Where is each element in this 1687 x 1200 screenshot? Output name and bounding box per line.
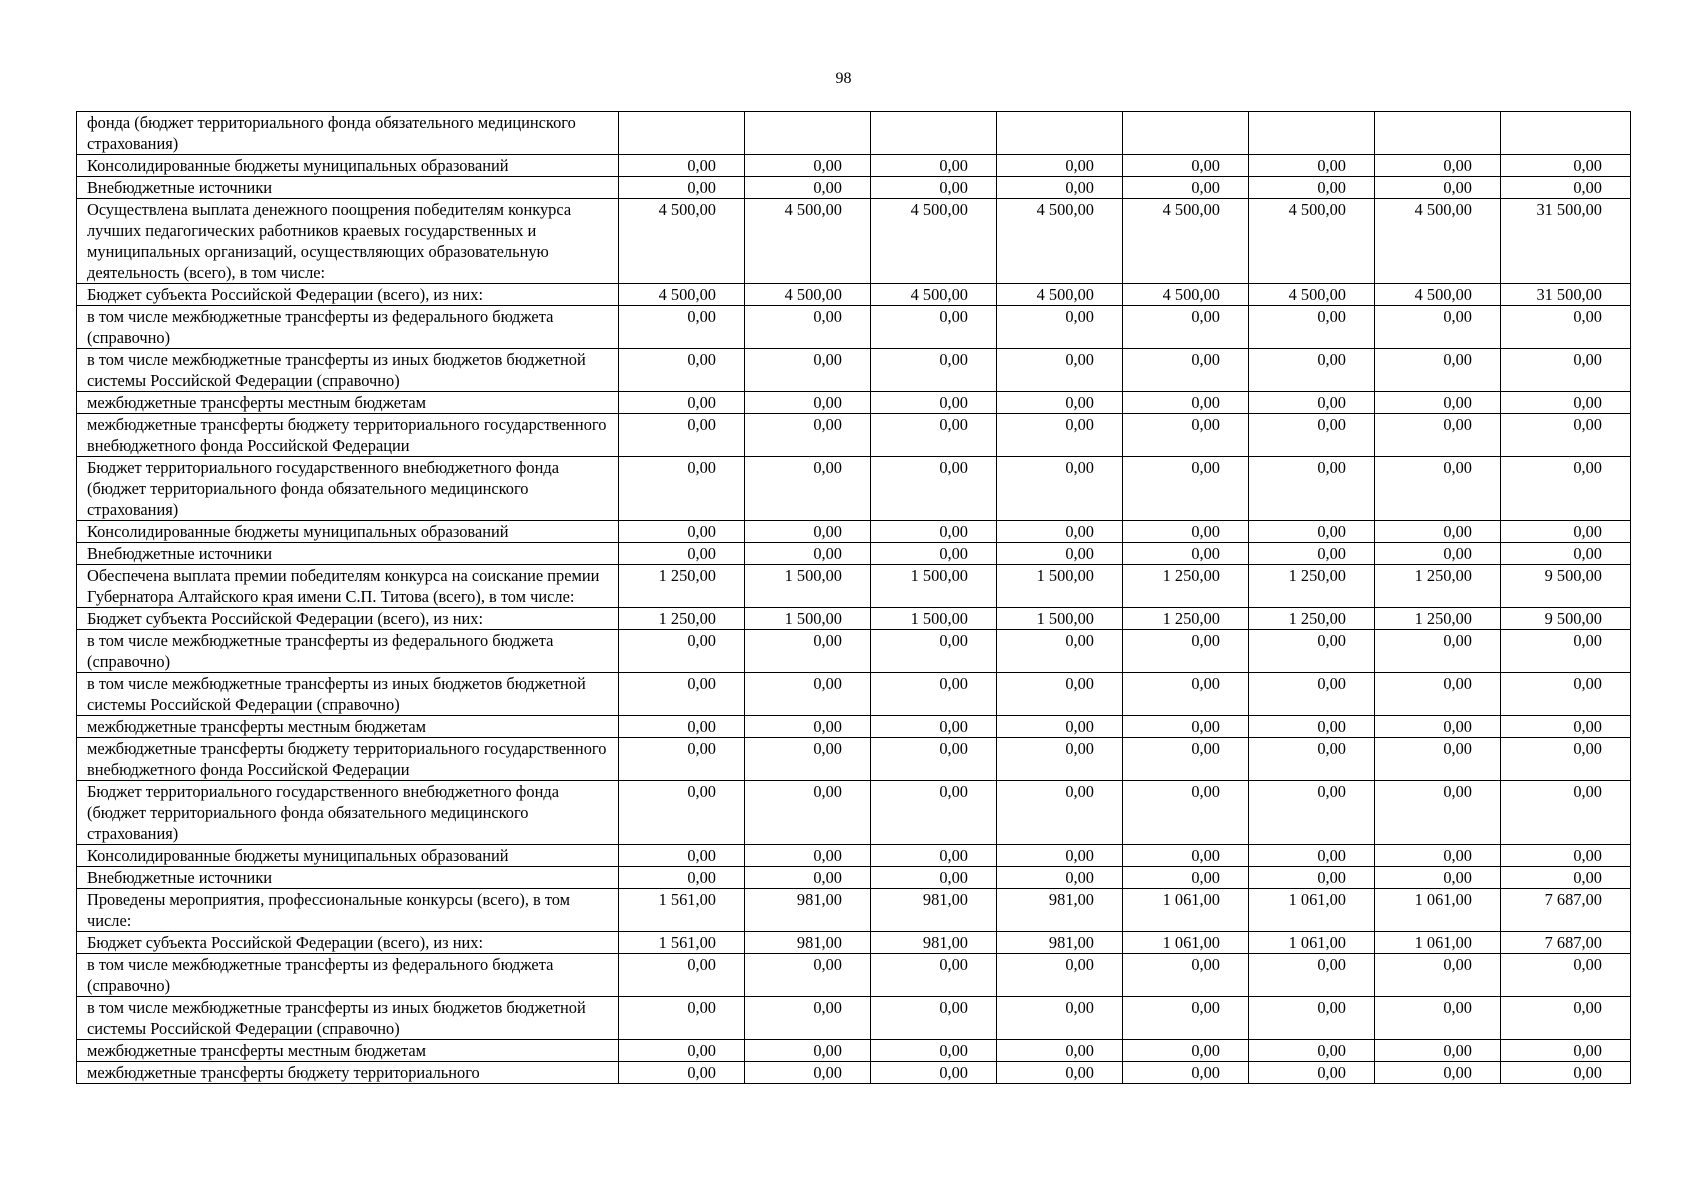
year-value-cell: 0,00 <box>1375 867 1501 889</box>
year-value-cell: 4 500,00 <box>1123 199 1249 284</box>
table-row <box>77 845 1631 867</box>
year-value-cell: 0,00 <box>1123 738 1249 781</box>
total-cell: 0,00 <box>1501 997 1631 1040</box>
row-label: в том числе межбюджетные трансферты из иных бюджетов бюджетной системы Российской Федерации (справочно) <box>77 997 619 1040</box>
year-value-cell: 0,00 <box>997 457 1123 521</box>
year-value-cell: 1 061,00 <box>1249 932 1375 954</box>
year-value-cell: 0,00 <box>619 630 745 673</box>
total-cell: 0,00 <box>1501 781 1631 845</box>
year-value-cell: 0,00 <box>1123 521 1249 543</box>
row-label: межбюджетные трансферты местным бюджетам <box>77 392 619 414</box>
year-value-cell: 0,00 <box>1375 457 1501 521</box>
year-value-cell: 0,00 <box>1375 306 1501 349</box>
year-value-cell: 0,00 <box>997 738 1123 781</box>
year-value-cell: 0,00 <box>745 521 871 543</box>
year-value-cell: 0,00 <box>1123 716 1249 738</box>
year-value-cell: 0,00 <box>1375 954 1501 997</box>
year-value-cell <box>1249 112 1375 155</box>
row-label: Бюджет субъекта Российской Федерации (всего), из них: <box>77 284 619 306</box>
year-value-cell: 0,00 <box>997 543 1123 565</box>
total-cell: 0,00 <box>1501 177 1631 199</box>
year-value-cell: 4 500,00 <box>1375 284 1501 306</box>
year-value-cell: 0,00 <box>871 1040 997 1062</box>
year-value-cell: 4 500,00 <box>997 284 1123 306</box>
table-row <box>77 716 1631 738</box>
year-value-cell: 0,00 <box>745 845 871 867</box>
year-value-cell: 0,00 <box>997 349 1123 392</box>
year-value-cell: 0,00 <box>1249 1062 1375 1084</box>
year-value-cell: 0,00 <box>745 867 871 889</box>
budget-table-body <box>77 112 1631 1084</box>
table-row <box>77 521 1631 543</box>
year-value-cell: 981,00 <box>745 932 871 954</box>
year-value-cell: 0,00 <box>745 716 871 738</box>
year-value-cell: 0,00 <box>871 954 997 997</box>
year-value-cell: 0,00 <box>1123 845 1249 867</box>
total-cell: 0,00 <box>1501 1062 1631 1084</box>
row-label: Консолидированные бюджеты муниципальных образований <box>77 845 619 867</box>
table-row <box>77 673 1631 716</box>
table-row <box>77 199 1631 284</box>
year-value-cell: 0,00 <box>1123 155 1249 177</box>
table-row <box>77 608 1631 630</box>
year-value-cell: 0,00 <box>619 414 745 457</box>
year-value-cell: 1 500,00 <box>997 608 1123 630</box>
row-label: Осуществлена выплата денежного поощрения победителям конкурса лучших педагогических работников краевых государственных и муниципальных организаций, осуществляющих образовательную деятельность (всего), в том числе: <box>77 199 619 284</box>
year-value-cell: 0,00 <box>745 954 871 997</box>
year-value-cell: 981,00 <box>871 932 997 954</box>
year-value-cell: 0,00 <box>1249 543 1375 565</box>
table-row <box>77 781 1631 845</box>
year-value-cell: 4 500,00 <box>619 199 745 284</box>
year-value-cell: 0,00 <box>1249 392 1375 414</box>
year-value-cell: 0,00 <box>997 630 1123 673</box>
year-value-cell: 0,00 <box>619 716 745 738</box>
year-value-cell: 0,00 <box>619 867 745 889</box>
total-cell: 0,00 <box>1501 845 1631 867</box>
year-value-cell: 0,00 <box>1249 177 1375 199</box>
year-value-cell: 0,00 <box>745 1062 871 1084</box>
year-value-cell: 4 500,00 <box>871 284 997 306</box>
year-value-cell: 1 061,00 <box>1375 889 1501 932</box>
total-cell: 0,00 <box>1501 738 1631 781</box>
year-value-cell: 0,00 <box>619 1062 745 1084</box>
total-cell: 0,00 <box>1501 392 1631 414</box>
year-value-cell: 1 250,00 <box>1249 565 1375 608</box>
year-value-cell: 0,00 <box>619 349 745 392</box>
total-cell: 31 500,00 <box>1501 199 1631 284</box>
year-value-cell: 0,00 <box>619 954 745 997</box>
year-value-cell: 0,00 <box>619 673 745 716</box>
year-value-cell: 0,00 <box>1249 738 1375 781</box>
year-value-cell: 0,00 <box>1375 997 1501 1040</box>
year-value-cell: 1 061,00 <box>1123 889 1249 932</box>
year-value-cell: 0,00 <box>1375 392 1501 414</box>
row-label: Бюджет субъекта Российской Федерации (всего), из них: <box>77 608 619 630</box>
year-value-cell: 0,00 <box>745 155 871 177</box>
year-value-cell: 0,00 <box>871 845 997 867</box>
table-row <box>77 932 1631 954</box>
row-label: фонда (бюджет территориального фонда обязательного медицинского страхования) <box>77 112 619 155</box>
year-value-cell <box>745 112 871 155</box>
year-value-cell: 0,00 <box>871 673 997 716</box>
year-value-cell: 0,00 <box>871 543 997 565</box>
year-value-cell: 0,00 <box>619 738 745 781</box>
row-label: Консолидированные бюджеты муниципальных образований <box>77 155 619 177</box>
year-value-cell: 0,00 <box>871 1062 997 1084</box>
total-cell: 31 500,00 <box>1501 284 1631 306</box>
year-value-cell: 0,00 <box>997 306 1123 349</box>
table-row <box>77 867 1631 889</box>
table-row <box>77 889 1631 932</box>
year-value-cell: 1 500,00 <box>871 608 997 630</box>
table-row <box>77 738 1631 781</box>
year-value-cell: 981,00 <box>997 932 1123 954</box>
year-value-cell: 0,00 <box>745 177 871 199</box>
year-value-cell: 0,00 <box>1249 1040 1375 1062</box>
total-cell: 0,00 <box>1501 716 1631 738</box>
total-cell: 0,00 <box>1501 414 1631 457</box>
table-row <box>77 177 1631 199</box>
year-value-cell: 981,00 <box>745 889 871 932</box>
year-value-cell: 0,00 <box>871 521 997 543</box>
row-label: Бюджет территориального государственного внебюджетного фонда (бюджет территориального фонда обязательного медицинского страхования) <box>77 781 619 845</box>
year-value-cell: 0,00 <box>871 349 997 392</box>
year-value-cell: 0,00 <box>1123 306 1249 349</box>
year-value-cell: 0,00 <box>619 177 745 199</box>
year-value-cell: 0,00 <box>619 543 745 565</box>
year-value-cell: 4 500,00 <box>1375 199 1501 284</box>
year-value-cell: 1 250,00 <box>619 565 745 608</box>
year-value-cell: 0,00 <box>1375 1040 1501 1062</box>
year-value-cell: 1 500,00 <box>997 565 1123 608</box>
year-value-cell: 0,00 <box>1123 392 1249 414</box>
year-value-cell: 0,00 <box>745 673 871 716</box>
year-value-cell: 0,00 <box>745 630 871 673</box>
year-value-cell: 0,00 <box>1249 457 1375 521</box>
year-value-cell: 0,00 <box>1249 630 1375 673</box>
year-value-cell: 0,00 <box>1123 673 1249 716</box>
year-value-cell: 1 250,00 <box>619 608 745 630</box>
year-value-cell: 981,00 <box>997 889 1123 932</box>
year-value-cell: 0,00 <box>997 1062 1123 1084</box>
year-value-cell: 0,00 <box>1123 177 1249 199</box>
year-value-cell: 1 250,00 <box>1123 565 1249 608</box>
year-value-cell: 0,00 <box>1123 954 1249 997</box>
total-cell: 0,00 <box>1501 673 1631 716</box>
year-value-cell: 0,00 <box>745 306 871 349</box>
year-value-cell: 0,00 <box>619 997 745 1040</box>
year-value-cell: 0,00 <box>871 155 997 177</box>
year-value-cell: 0,00 <box>997 716 1123 738</box>
year-value-cell: 0,00 <box>1123 543 1249 565</box>
table-row <box>77 392 1631 414</box>
year-value-cell: 0,00 <box>1123 1040 1249 1062</box>
total-cell: 7 687,00 <box>1501 889 1631 932</box>
year-value-cell: 0,00 <box>997 781 1123 845</box>
year-value-cell: 0,00 <box>619 457 745 521</box>
year-value-cell: 0,00 <box>1123 997 1249 1040</box>
year-value-cell: 1 561,00 <box>619 932 745 954</box>
year-value-cell: 0,00 <box>1249 521 1375 543</box>
row-label: межбюджетные трансферты местным бюджетам <box>77 1040 619 1062</box>
year-value-cell: 0,00 <box>745 1040 871 1062</box>
row-label: в том числе межбюджетные трансферты из федерального бюджета (справочно) <box>77 630 619 673</box>
year-value-cell: 0,00 <box>745 738 871 781</box>
year-value-cell: 0,00 <box>619 781 745 845</box>
year-value-cell: 0,00 <box>1123 781 1249 845</box>
total-cell: 0,00 <box>1501 349 1631 392</box>
year-value-cell: 0,00 <box>997 673 1123 716</box>
year-value-cell: 4 500,00 <box>745 199 871 284</box>
year-value-cell: 0,00 <box>1375 543 1501 565</box>
year-value-cell: 0,00 <box>1249 867 1375 889</box>
year-value-cell: 0,00 <box>619 306 745 349</box>
year-value-cell: 1 250,00 <box>1375 608 1501 630</box>
year-value-cell: 0,00 <box>1375 521 1501 543</box>
year-value-cell: 0,00 <box>619 1040 745 1062</box>
year-value-cell: 0,00 <box>997 177 1123 199</box>
row-label: Бюджет субъекта Российской Федерации (всего), из них: <box>77 932 619 954</box>
year-value-cell: 0,00 <box>745 392 871 414</box>
year-value-cell: 4 500,00 <box>1123 284 1249 306</box>
year-value-cell: 0,00 <box>997 392 1123 414</box>
year-value-cell: 0,00 <box>997 997 1123 1040</box>
year-value-cell: 0,00 <box>871 457 997 521</box>
total-cell: 0,00 <box>1501 867 1631 889</box>
total-cell: 0,00 <box>1501 630 1631 673</box>
row-label: межбюджетные трансферты местным бюджетам <box>77 716 619 738</box>
year-value-cell: 1 250,00 <box>1375 565 1501 608</box>
row-label: Консолидированные бюджеты муниципальных образований <box>77 521 619 543</box>
total-cell: 9 500,00 <box>1501 608 1631 630</box>
year-value-cell: 0,00 <box>1375 845 1501 867</box>
year-value-cell <box>871 112 997 155</box>
year-value-cell: 4 500,00 <box>871 199 997 284</box>
year-value-cell: 1 500,00 <box>745 565 871 608</box>
year-value-cell: 0,00 <box>1375 349 1501 392</box>
table-row <box>77 543 1631 565</box>
year-value-cell: 0,00 <box>871 781 997 845</box>
year-value-cell: 0,00 <box>1249 954 1375 997</box>
row-label: в том числе межбюджетные трансферты из федерального бюджета (справочно) <box>77 306 619 349</box>
table-row <box>77 630 1631 673</box>
year-value-cell: 0,00 <box>997 521 1123 543</box>
year-value-cell: 0,00 <box>871 177 997 199</box>
row-label: Бюджет территориального государственного внебюджетного фонда (бюджет территориального фонда обязательного медицинского страхования) <box>77 457 619 521</box>
year-value-cell: 0,00 <box>1123 414 1249 457</box>
total-cell: 0,00 <box>1501 954 1631 997</box>
year-value-cell: 0,00 <box>1249 414 1375 457</box>
year-value-cell: 0,00 <box>1249 997 1375 1040</box>
row-label: в том числе межбюджетные трансферты из федерального бюджета (справочно) <box>77 954 619 997</box>
year-value-cell: 0,00 <box>1249 349 1375 392</box>
year-value-cell: 1 061,00 <box>1249 889 1375 932</box>
year-value-cell: 0,00 <box>745 457 871 521</box>
year-value-cell: 0,00 <box>871 414 997 457</box>
row-label: в том числе межбюджетные трансферты из иных бюджетов бюджетной системы Российской Федерации (справочно) <box>77 349 619 392</box>
table-row <box>77 414 1631 457</box>
year-value-cell <box>619 112 745 155</box>
year-value-cell: 0,00 <box>1375 673 1501 716</box>
year-value-cell: 1 500,00 <box>871 565 997 608</box>
row-label: Обеспечена выплата премии победителям конкурса на соискание премии Губернатора Алтайского края имени С.П. Титова (всего), в том числе: <box>77 565 619 608</box>
year-value-cell: 0,00 <box>997 845 1123 867</box>
row-label: Внебюджетные источники <box>77 867 619 889</box>
year-value-cell <box>997 112 1123 155</box>
row-label: Внебюджетные источники <box>77 177 619 199</box>
year-value-cell: 0,00 <box>745 414 871 457</box>
total-cell: 0,00 <box>1501 543 1631 565</box>
year-value-cell: 0,00 <box>1249 155 1375 177</box>
table-row <box>77 306 1631 349</box>
year-value-cell: 0,00 <box>745 781 871 845</box>
total-cell: 0,00 <box>1501 521 1631 543</box>
year-value-cell: 0,00 <box>1123 457 1249 521</box>
total-cell: 0,00 <box>1501 306 1631 349</box>
year-value-cell: 0,00 <box>1123 1062 1249 1084</box>
year-value-cell: 0,00 <box>871 738 997 781</box>
year-value-cell: 1 250,00 <box>1249 608 1375 630</box>
year-value-cell: 4 500,00 <box>745 284 871 306</box>
year-value-cell: 0,00 <box>1249 673 1375 716</box>
row-label: Внебюджетные источники <box>77 543 619 565</box>
table-row <box>77 349 1631 392</box>
year-value-cell: 0,00 <box>871 630 997 673</box>
year-value-cell: 0,00 <box>1375 716 1501 738</box>
year-value-cell: 0,00 <box>1375 630 1501 673</box>
row-label: межбюджетные трансферты бюджету территориального государственного внебюджетного фонда Российской Федерации <box>77 738 619 781</box>
year-value-cell: 0,00 <box>1375 155 1501 177</box>
year-value-cell: 0,00 <box>745 349 871 392</box>
table-row <box>77 457 1631 521</box>
year-value-cell: 0,00 <box>1375 414 1501 457</box>
year-value-cell: 0,00 <box>1375 781 1501 845</box>
row-label: в том числе межбюджетные трансферты из иных бюджетов бюджетной системы Российской Федерации (справочно) <box>77 673 619 716</box>
year-value-cell: 1 061,00 <box>1375 932 1501 954</box>
year-value-cell: 0,00 <box>619 845 745 867</box>
year-value-cell: 4 500,00 <box>1249 199 1375 284</box>
row-label: межбюджетные трансферты бюджету территориального государственного внебюджетного фонда Российской Федерации <box>77 414 619 457</box>
year-value-cell: 0,00 <box>745 997 871 1040</box>
year-value-cell: 4 500,00 <box>1249 284 1375 306</box>
table-row <box>77 997 1631 1040</box>
table-row <box>77 112 1631 155</box>
table-row <box>77 1040 1631 1062</box>
total-cell: 0,00 <box>1501 1040 1631 1062</box>
table-row <box>77 954 1631 997</box>
table-row <box>77 565 1631 608</box>
page-number: 98 <box>835 70 852 87</box>
table-row <box>77 284 1631 306</box>
row-label: межбюджетные трансферты бюджету территориального <box>77 1062 619 1084</box>
year-value-cell: 0,00 <box>1249 845 1375 867</box>
year-value-cell <box>1123 112 1249 155</box>
year-value-cell: 1 561,00 <box>619 889 745 932</box>
total-cell: 9 500,00 <box>1501 565 1631 608</box>
year-value-cell: 0,00 <box>1123 630 1249 673</box>
year-value-cell: 0,00 <box>1123 349 1249 392</box>
year-value-cell: 0,00 <box>997 867 1123 889</box>
year-value-cell: 0,00 <box>871 997 997 1040</box>
year-value-cell: 0,00 <box>619 155 745 177</box>
year-value-cell: 0,00 <box>619 392 745 414</box>
total-cell <box>1501 112 1631 155</box>
year-value-cell: 0,00 <box>619 521 745 543</box>
year-value-cell <box>1375 112 1501 155</box>
year-value-cell: 0,00 <box>1123 867 1249 889</box>
total-cell: 0,00 <box>1501 457 1631 521</box>
row-label: Проведены мероприятия, профессиональные конкурсы (всего), в том числе: <box>77 889 619 932</box>
year-value-cell: 0,00 <box>1375 1062 1501 1084</box>
year-value-cell: 981,00 <box>871 889 997 932</box>
total-cell: 0,00 <box>1501 155 1631 177</box>
year-value-cell: 0,00 <box>997 1040 1123 1062</box>
year-value-cell: 4 500,00 <box>619 284 745 306</box>
table-row <box>77 155 1631 177</box>
year-value-cell: 1 500,00 <box>745 608 871 630</box>
total-cell: 7 687,00 <box>1501 932 1631 954</box>
year-value-cell: 4 500,00 <box>997 199 1123 284</box>
year-value-cell: 0,00 <box>1249 306 1375 349</box>
year-value-cell: 0,00 <box>745 543 871 565</box>
year-value-cell: 0,00 <box>871 716 997 738</box>
year-value-cell: 0,00 <box>871 867 997 889</box>
table-row <box>77 1062 1631 1084</box>
year-value-cell: 0,00 <box>1249 781 1375 845</box>
year-value-cell: 0,00 <box>1375 738 1501 781</box>
year-value-cell: 1 061,00 <box>1123 932 1249 954</box>
budget-table <box>76 111 1631 1084</box>
year-value-cell: 1 250,00 <box>1123 608 1249 630</box>
year-value-cell: 0,00 <box>871 306 997 349</box>
year-value-cell: 0,00 <box>997 155 1123 177</box>
year-value-cell: 0,00 <box>1249 716 1375 738</box>
year-value-cell: 0,00 <box>997 954 1123 997</box>
year-value-cell: 0,00 <box>1375 177 1501 199</box>
year-value-cell: 0,00 <box>871 392 997 414</box>
year-value-cell: 0,00 <box>997 414 1123 457</box>
